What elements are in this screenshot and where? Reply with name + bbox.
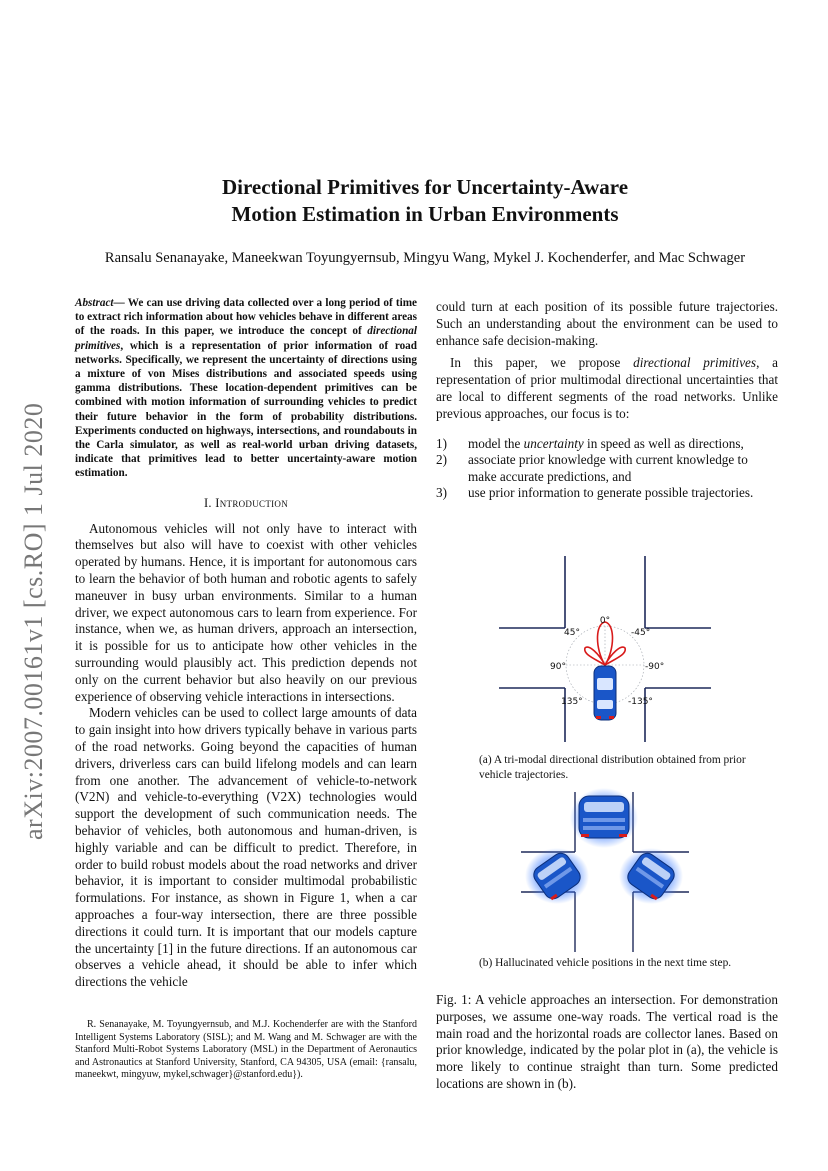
- abstract-heading: Abstract: [75, 297, 114, 309]
- label-0: 0°: [599, 616, 611, 626]
- list-item-text: associate prior knowledge with current knowledge to make accurate predictions, and: [468, 452, 748, 484]
- caption-b: (b) Hallucinated vehicle positions in the next time step.: [479, 957, 732, 969]
- predicted-car-right: [619, 848, 683, 904]
- list-item-number: 2): [436, 452, 447, 468]
- right-paragraph-2: [436, 355, 778, 422]
- list-item-number: 1): [436, 435, 447, 451]
- label-45: 45°: [564, 628, 580, 638]
- list-item-text: use prior information to generate possible trajectories.: [468, 485, 754, 501]
- car-top-view: [594, 666, 616, 720]
- author-list: Ransalu Senanayake, Maneekwan Toyungyernsub, Mingyu Wang, Mykel J. Kochenderfer, and Mac Schwager: [104, 250, 746, 266]
- right-column: [436, 299, 778, 502]
- right-paragraph-2-emphasis: directional primitives: [633, 355, 757, 371]
- abstract-text-2: , which is a representation of prior information of road networks. Specifically, we represent the uncertainty of directions using a mixture of von Mises distributions and associated speeds using gamma distributions. These location-dependent primitives can be combined with motion information of surrounding vehicles to predict their future behavior in the form of probability distributions. Experiments conducted on highways, intersections, and roundabouts in the Carla simulator, as well as real-world urban driving datasets, indicate that primitives lead to better uncertainty-aware motion estimation.: [75, 339, 417, 480]
- intro-paragraph-1: Autonomous vehicles will not only have to interact with themselves but also will have to coexist with other vehicles operated by humans. Hence, it is important for autonomous cars to learn the behavior of both human and robotic agents to safely maneuver in busy urban environments. Similar to a human driver, we expect autonomous cars to learn from experience. For instance, when we, as human drivers, approach an intersection, it is possible for us to anticipate how other vehicles in the surrounding would plausibly act. This prediction depends not only on the current behavior but also heavily on our previous experience of observing vehicle interactions in intersections.: [75, 520, 417, 704]
- list-item: [436, 485, 778, 502]
- label-135: 135°: [561, 697, 583, 707]
- contribution-list: [436, 436, 778, 502]
- list-item-text-b: in speed as well as directions,: [583, 435, 744, 451]
- list-item: [436, 436, 778, 453]
- list-item-emphasis: uncertainty: [523, 435, 584, 451]
- figure-a-polar-intersection: [497, 554, 713, 744]
- list-item-text-a: model the: [468, 435, 524, 451]
- right-paragraph-2-text-b: , a representation of prior multimodal directional uncertainties that are local to different segments of the road networks. Unlike previous approaches, our focus is to:: [436, 355, 778, 421]
- intro-paragraph-2: Modern vehicles can be used to collect large amounts of data to gain insight into how drivers typically behave in various parts of the road networks. Going beyond the capacities of human drivers, driverless cars can build lifelong models and can learn from one another. The advancement of vehicle-to-network (V2N) and vehicle-to-everything (V2X) technologies would support the development of such communication needs. The behavior of vehicles, both autonomous and human-driven, is highly variable and can be difficult to predict. Therefore, in order to build robust models about the road networks and driver behavior, it is important to consider multimodal probabilistic formulations. For instance, as shown in Figure 1, when a car approaches a four-way intersection, there are three possible directions it could turn. It is important that our models capture the uncertainty [1] in the future directions. If an autonomous car observes a vehicle ahead, it should be able to infer which directions the vehicle: [75, 705, 417, 990]
- label-minus-135: -135°: [628, 697, 653, 707]
- list-item-text: [468, 436, 778, 453]
- right-paragraph-1: could turn at each position of its possible future trajectories. Such an understanding about the environment can be used to enhance safe decision-making.: [436, 299, 778, 348]
- list-item: [436, 452, 778, 485]
- right-paragraph-2-text-a: In this paper, we propose: [450, 355, 634, 371]
- section-heading-introduction: I. Introduction: [203, 495, 289, 510]
- predicted-car-straight: [570, 788, 638, 848]
- label-minus-90: -90°: [645, 662, 665, 672]
- figure-b-predicted-positions: [519, 788, 691, 954]
- predicted-car-left: [525, 848, 589, 904]
- figure-1-caption: Fig. 1: A vehicle approaches an intersection. For demonstration purposes, we assume one-way roads. The vertical road is the main road and the horizontal roads are collector lanes. Based on prior knowledge, indicated by the polar plot in (a), the vehicle is more likely to continue straight than turn. Some predicted locations are shown in (b).: [436, 992, 778, 1091]
- title-line-1: Directional Primitives for Uncertainty-Aware: [221, 175, 629, 199]
- arxiv-identifier: arXiv:2007.00161v1 [cs.RO] 1 Jul 2020: [19, 402, 48, 840]
- abstract: [75, 296, 417, 481]
- abstract-dash: —: [113, 297, 128, 309]
- caption-a: (a) A tri-modal directional distribution obtained from prior vehicle trajectories.: [479, 754, 746, 781]
- title-line-2: Motion Estimation in Urban Environments: [231, 202, 619, 226]
- list-item-number: 3): [436, 485, 447, 501]
- label-90: 90°: [550, 662, 566, 672]
- left-column: [75, 296, 417, 991]
- paper-title: [0, 174, 828, 228]
- abstract-text-1: We can use driving data collected over a long period of time to extract rich information about how vehicles behave in different areas of the roads. In this paper, we introduce the concept of: [75, 297, 417, 338]
- author-footnote: R. Senanayake, M. Toyungyernsub, and M.J. Kochenderfer are with the Stanford Intelligent Systems Laboratory (SISL); and M. Wang and M. Schwager are with the Stanford Multi-Robot Systems Laboratory (MSL) in the Department of Aeronautics and Astronautics at Stanford University, Stanford, CA 94305, USA (email: {ransalu, maneekwt, mingyuw, mykel,schwager}@stanford.edu}).: [75, 1019, 417, 1081]
- label-minus-45: -45°: [631, 628, 651, 638]
- abstract-emphasis: directional primitives: [75, 325, 417, 352]
